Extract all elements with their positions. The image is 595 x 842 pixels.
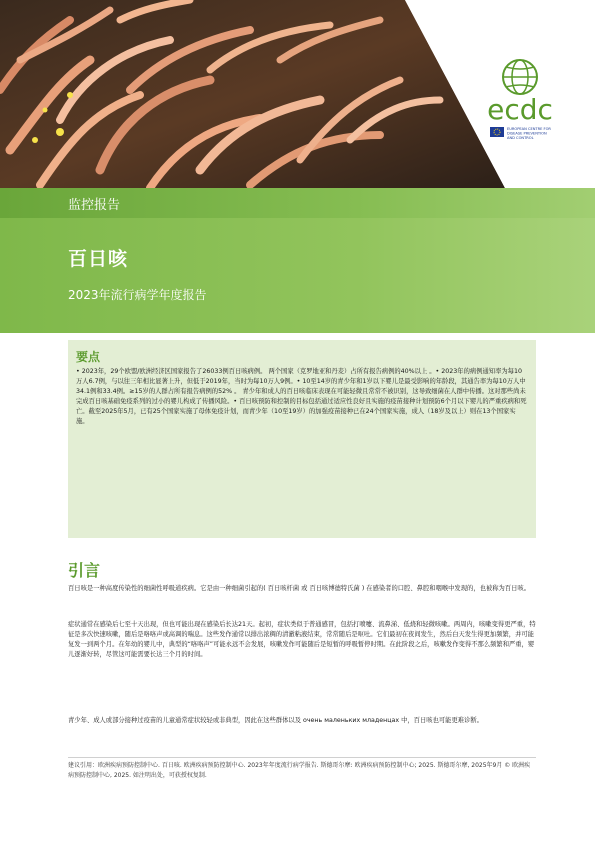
ecdc-logo xyxy=(470,55,570,150)
page-title: 百日咳 xyxy=(68,248,129,270)
key-points-box xyxy=(68,340,536,538)
cover-banner xyxy=(0,0,595,333)
svg-text:AND CONTROL: AND CONTROL xyxy=(507,136,534,140)
svg-text:ecdc: ecdc xyxy=(487,93,553,126)
intro-heading: 引言 xyxy=(68,561,101,580)
key-points-heading: 要点 xyxy=(76,350,101,364)
intro-paragraph-1: 百日咳是一种高度传染性的细菌性呼吸道疾病。它是由一种细菌引起的( 百日咳杆菌 或 百日咳博德特氏菌 ) 在感染者的口腔、鼻腔和咽喉中发现的，也被称为百日咳。 xyxy=(68,585,530,592)
globe-icon xyxy=(470,55,570,150)
svg-text:DISEASE PREVENTION: DISEASE PREVENTION xyxy=(507,131,547,136)
intro-paragraph-2: 症状通常在感染后七至十天出现，但也可能出现在感染后长达21天。起初，症状类似于普通感冒，包括打喷嚏、流鼻涕、低烧和轻微咳嗽。两周内，咳嗽变得更严重，特征是多次快速咳嗽，随后是咯咯声或高调的喘息。这些发作通常以排出浓稠的清澈粘液结束，常常随后是呕吐。它们最初在夜间发生，然后白天发生得更加频繁，并可能复发一到两个月。在年幼的婴儿中，典型的“咯咯声”可能永远不会发展，咳嗽发作可能随后是短暂的呼吸暂停时期。在此阶段之后，咳嗽发作变得不那么频繁和严重，婴儿逐渐好转，尽管这可能需要长达三个月的时间。 xyxy=(68,621,536,658)
citation-footer: 建议引用：欧洲疾病预防控制中心. 百日咳. 欧洲疾病预防控制中心. 2023年年度流行病学报告. 斯德哥尔摩: 欧洲疾病预防控制中心; 2025. 斯德哥尔摩, 2025年9月 © 欧洲疾病预防控制中心, 2025. 如注明出处，可获授权复制. xyxy=(68,757,536,780)
page-subtitle: 2023年流行病学年度报告 xyxy=(68,288,207,302)
section-label: 监控报告 xyxy=(68,198,121,213)
intro-paragraph-3: 青少年、成人或部分接种过疫苗的儿童通常症状较轻或非典型，因此在这些群体以及 очень маленьких младенцах 中，百日咳也可能更难诊断。 xyxy=(68,717,483,724)
svg-text:EUROPEAN CENTRE FOR: EUROPEAN CENTRE FOR xyxy=(507,127,551,131)
key-points-text: • 2023年，29个欧盟/欧洲经济区国家报告了26033例百日咳病例。 两个国家（克罗地亚和丹麦）占所有报告病例的40%以上 。• 2023年的病例通知率为每10万人6.7例，与以往三年相比显著上升，但低于2019年，当时为每10万人9例。• 10至14岁的青少年和1岁以下婴儿是最受影响的年龄段，其通告率为每10万人中34.1例和33.4例。≥15岁的人群占所有报告病例的52% 。 青少年和成人的百日咳临床表现在可能轻微且常常不被识别，这导致细菌在人群中传播。这对那些尚未完成百日咳基础免疫系列的过小的婴儿构成了传播风险。• 百日咳预防和控制的目标包括通过适应性良好且实施的疫苗接种计划预防6个月以下婴儿的严重疾病和死亡。截至2025年5月，已有25个国家实施了母体免疫计划，而青少年（10至19岁）的加强疫苗接种已在24个国家实施，成人（18岁及以上）则在13个国家实施。 xyxy=(76,368,527,425)
